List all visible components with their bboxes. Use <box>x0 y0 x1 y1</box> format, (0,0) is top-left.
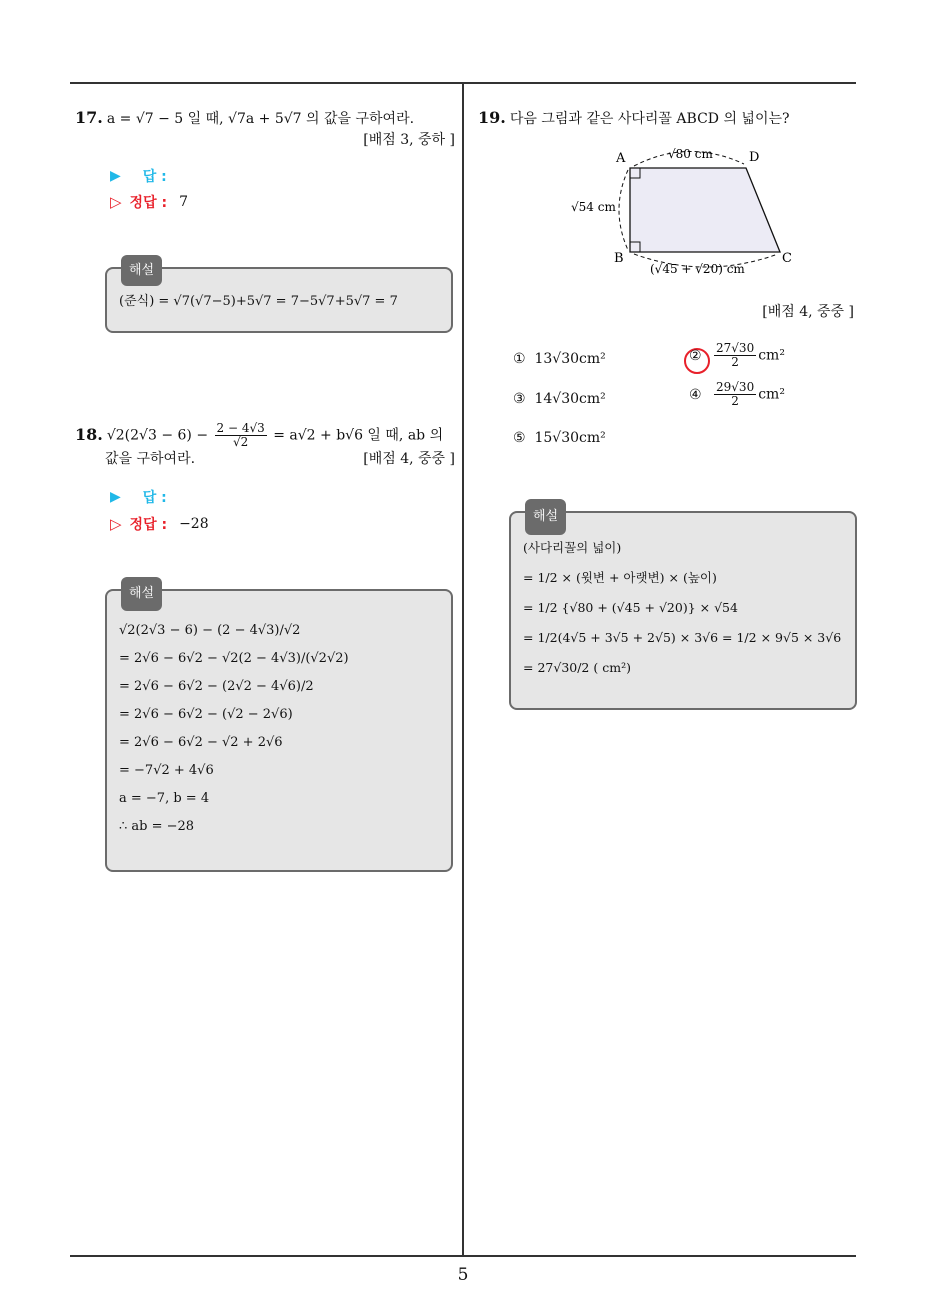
page-number: 5 <box>457 1265 469 1285</box>
explanation-line: = 2√6 − 6√2 − (√2 − 2√6) <box>119 707 293 722</box>
column-divider <box>462 83 464 1255</box>
trapezoid-figure <box>560 140 810 280</box>
correct-answer-line <box>110 514 209 534</box>
choice-5[interactable] <box>513 430 606 446</box>
question-fraction <box>215 422 267 449</box>
label-B: B <box>614 251 624 266</box>
problem-19 <box>478 106 856 130</box>
explanation-line: a = −7, b = 4 <box>119 791 210 806</box>
explanation-line: = 2√6 − 6√2 − (2√2 − 4√6)/2 <box>119 679 314 694</box>
problem-number: 18. <box>75 424 103 444</box>
fraction-denominator: √2 <box>232 435 249 449</box>
question-text: a = √7 − 5 일 때, √7a + 5√7 의 값을 구하여라. <box>106 111 415 127</box>
correct-label: 정답 : <box>129 517 168 533</box>
fraction-numerator: 27√30 <box>716 341 755 355</box>
outline-arrow-icon: ▷ <box>110 193 122 211</box>
score-badge: [배점 3, 중하 ] <box>363 132 455 148</box>
choice-unit: cm² <box>758 386 785 403</box>
explanation-line: = 1/2 × (윗변 + 아랫변) × (높이) <box>523 570 717 585</box>
explanation-line: = 2√6 − 6√2 − √2 + 2√6 <box>119 735 283 750</box>
question-part2: = a√2 + b√6 일 때, ab 의 <box>273 427 444 444</box>
explanation-line: √2(2√3 − 6) − (2 − 4√3)/√2 <box>119 623 301 638</box>
answer-label: 답 : <box>142 169 167 185</box>
explanation-box-18 <box>105 586 453 872</box>
correct-answer-line <box>110 192 188 212</box>
problem-number: 19. <box>478 108 506 127</box>
explanation-box-17 <box>105 263 453 333</box>
choice-mark: ③ <box>513 391 526 407</box>
top-length-label: √80 cm <box>668 147 713 161</box>
choice-3[interactable] <box>513 391 606 407</box>
explanation-line: (사다리꼴의 넓이) <box>523 540 622 555</box>
explanation-tab: 해설 <box>121 255 162 286</box>
score-badge: [배점 4, 중중 ] <box>762 304 854 320</box>
question-line2: 값을 구하여라. <box>105 451 196 467</box>
choice-mark: ⑤ <box>513 430 526 446</box>
bottom-length-label: (√45 + √20) cm <box>650 262 745 276</box>
question-part1: √2(2√3 − 6) − <box>106 427 209 444</box>
choice-unit: cm² <box>758 347 785 364</box>
choice-text: 15√30cm² <box>534 430 606 446</box>
question-text: 다음 그림과 같은 사다리꼴 ABCD 의 넓이는? <box>509 111 790 127</box>
explanation-line: (준식) = √7(√7−5)+5√7 = 7−5√7+5√7 = 7 <box>119 294 398 309</box>
answer-line <box>110 487 167 507</box>
explanation-line: = 1/2(4√5 + 3√5 + 2√5) × 3√6 = 1/2 × 9√5 × 3√6 <box>523 630 842 645</box>
correct-label: 정답 : <box>129 195 168 211</box>
outline-arrow-icon: ▷ <box>110 515 122 533</box>
answer-line <box>110 166 167 186</box>
choice-mark: ① <box>513 351 526 367</box>
answer-label: 답 : <box>142 490 167 506</box>
correct-value: −28 <box>179 516 209 532</box>
problem-17-question <box>75 106 455 130</box>
left-brace <box>619 170 628 250</box>
choice-text: 14√30cm² <box>534 391 606 407</box>
explanation-tab: 해설 <box>525 499 566 535</box>
label-D: D <box>749 150 760 165</box>
play-arrow-icon: ▶ <box>110 168 121 184</box>
left-length-label: √54 cm <box>571 200 616 214</box>
problem-17 <box>75 106 455 151</box>
bottom-rule <box>70 1255 856 1257</box>
fraction-denominator: 2 <box>731 394 739 408</box>
label-A: A <box>616 151 626 166</box>
explanation-line: ∴ ab = −28 <box>119 819 195 834</box>
correct-value: 7 <box>179 194 188 210</box>
choice-text: 13√30cm² <box>534 351 606 367</box>
problem-18 <box>75 422 455 470</box>
choice-mark: ② <box>689 347 702 364</box>
fraction-numerator: 2 − 4√3 <box>216 421 265 435</box>
explanation-line: = 1/2 {√80 + (√45 + √20)} × √54 <box>523 600 738 615</box>
fraction-denominator: 2 <box>731 355 739 369</box>
choice-1[interactable] <box>513 351 606 367</box>
choice-fraction <box>714 381 756 408</box>
play-arrow-icon: ▶ <box>110 489 121 505</box>
fraction-numerator: 29√30 <box>716 380 755 394</box>
problem-number: 17. <box>75 108 103 127</box>
explanation-tab: 해설 <box>121 577 162 611</box>
label-C: C <box>782 251 792 266</box>
score-badge: [배점 4, 중중 ] <box>363 451 455 467</box>
trapezoid-shape <box>630 168 780 252</box>
explanation-line: = 2√6 − 6√2 − √2(2 − 4√3)/(√2√2) <box>119 651 349 666</box>
choice-4[interactable] <box>689 381 785 408</box>
choice-2[interactable] <box>689 342 785 369</box>
question-line2-row <box>75 449 455 470</box>
explanation-box-19 <box>509 511 857 710</box>
problem-18-question <box>75 422 455 449</box>
explanation-line: = −7√2 + 4√6 <box>119 763 214 778</box>
choice-fraction <box>714 342 756 369</box>
explanation-line: = 27√30/2 ( cm²) <box>523 660 631 675</box>
choice-mark: ④ <box>689 386 702 403</box>
